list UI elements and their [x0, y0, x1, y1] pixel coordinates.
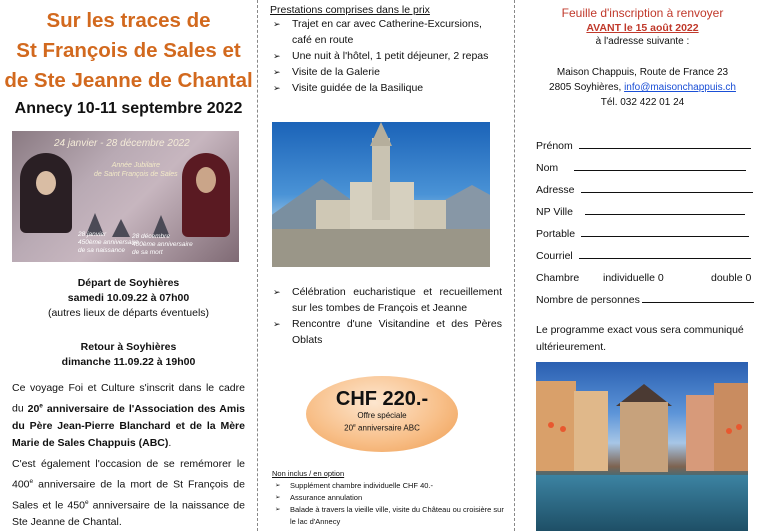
depart-time: samedi 10.09.22 à 07h00	[67, 292, 190, 304]
registration-deadline: AVANT le 15 août 2022	[586, 22, 699, 34]
column-middle	[258, 0, 514, 531]
list-item: ➢ Trajet en car avec Catherine-Excursions, café en route	[292, 16, 502, 48]
event-date-subtitle: Annecy 10-11 septembre 2022	[14, 100, 243, 117]
field-nom: Nom	[536, 152, 770, 174]
jubilee-image	[12, 131, 239, 262]
column-left	[0, 0, 257, 531]
adresse-input-line[interactable]	[581, 192, 753, 193]
title-line-2: St François de Sales et	[16, 39, 241, 62]
offer-label: Offre spéciale	[357, 411, 407, 420]
nom-input-line[interactable]	[574, 170, 746, 171]
list-item: ➢ Rencontre d'une Visitandine et des Pères Oblats	[292, 316, 502, 348]
phone-number: Tél. 032 422 01 24	[600, 97, 685, 108]
jubilee-date-text: 24 janvier - 28 décembre 2022	[54, 138, 190, 149]
list-item: ➢ Balade à travers la vieille ville, visite du Château ou croisière sur le lac d'Annecy	[290, 504, 510, 528]
francois-portrait	[182, 153, 230, 237]
jubilee-title-text: Année Jubilaire de Saint François de Sales	[94, 162, 178, 178]
field-adresse: Adresse	[536, 174, 770, 196]
depart-block	[0, 276, 257, 321]
jeanne-portrait	[20, 153, 72, 233]
depart-note: (autres lieux de départs éventuels)	[47, 307, 210, 319]
courriel-input-line[interactable]	[579, 258, 751, 259]
anniversary-paragraph: C'est également l'occasion de se remémorer le 400e anniversaire de la mort de St François de Sales et le 450e anniversaire de la naissance de Ste Jeanne de Chantal.	[12, 458, 245, 528]
non-inclus-list	[272, 480, 510, 528]
address-intro: à l'adresse suivante :	[595, 36, 690, 47]
retour-block	[0, 340, 257, 370]
programme-note: Le programme exact vous sera communiqué ultérieurement.	[536, 324, 744, 353]
prenom-input-line[interactable]	[579, 148, 751, 149]
field-nombre-personnes: Nombre de personnes	[536, 284, 770, 306]
field-chambre	[536, 262, 770, 284]
prestations-list	[258, 16, 514, 96]
email-link[interactable]: info@maisonchappuis.ch	[624, 82, 736, 93]
price-badge	[306, 376, 458, 452]
field-portable: Portable	[536, 218, 770, 240]
address-line-2: 2805 Soyhières, info@maisonchappuis.ch	[549, 82, 736, 93]
chambre-individuelle-option[interactable]: individuelle 0	[603, 272, 664, 284]
retour-title: Retour à Soyhières	[80, 341, 177, 353]
nombre-personnes-input-line[interactable]	[642, 302, 754, 303]
price-value: CHF 220.-	[335, 388, 429, 410]
basilica-image	[272, 122, 490, 267]
field-np-ville: NP Ville	[536, 196, 770, 218]
list-item: ➢ Supplément chambre individuelle CHF 40.-	[290, 480, 510, 492]
offer-anniversary: 20e anniversaire ABC	[344, 423, 420, 433]
list-item: ➢ Assurance annulation	[290, 492, 510, 504]
prestations-list-2	[258, 284, 514, 348]
registration-title: Feuille d'inscription à renvoyer	[561, 6, 724, 20]
title-line-1: Sur les traces de	[46, 9, 211, 32]
field-courriel: Courriel	[536, 240, 770, 262]
list-item: ➢ Visite guidée de la Basilique	[292, 80, 502, 96]
non-inclus-heading: Non inclus / en option	[272, 469, 345, 478]
field-prenom: Prénom	[536, 130, 770, 152]
title-line-3: de Ste Jeanne de Chantal	[4, 69, 253, 92]
jubilee-caption-left: 28 janvier 450ème anniversaire de sa naissance	[78, 231, 139, 254]
chambre-label: Chambre	[536, 272, 580, 284]
depart-title: Départ de Soyhières	[77, 277, 180, 289]
portable-input-line[interactable]	[581, 236, 749, 237]
page-title	[0, 6, 257, 96]
annecy-image	[536, 362, 748, 531]
chambre-double-option[interactable]: double 0	[711, 272, 752, 284]
retour-time: dimanche 11.09.22 à 19h00	[61, 356, 196, 368]
prestations-heading: Prestations comprises dans le prix	[270, 4, 430, 16]
list-item: ➢ Une nuit à l'hôtel, 1 petit déjeuner, 2 repas	[292, 48, 502, 64]
np-ville-input-line[interactable]	[585, 214, 745, 215]
address-line-1: Maison Chappuis, Route de France 23	[556, 67, 729, 78]
list-item: ➢ Visite de la Galerie	[292, 64, 502, 80]
intro-paragraph: Ce voyage Foi et Culture s'inscrit dans le cadre du 20e anniversaire de l'Association des Amis du Père Jean-Pierre Blanchard et de la Mère Marie de Sales Chappuis (ABC).	[12, 382, 245, 449]
jubilee-caption-right: 28 décembre 400ème anniversaire de sa mort	[132, 233, 193, 256]
address-block	[515, 65, 770, 110]
registration-form	[536, 130, 770, 306]
list-item: ➢ Célébration eucharistique et recueillement sur les tombes de François et Jeanne	[292, 284, 502, 316]
column-right	[515, 0, 770, 531]
